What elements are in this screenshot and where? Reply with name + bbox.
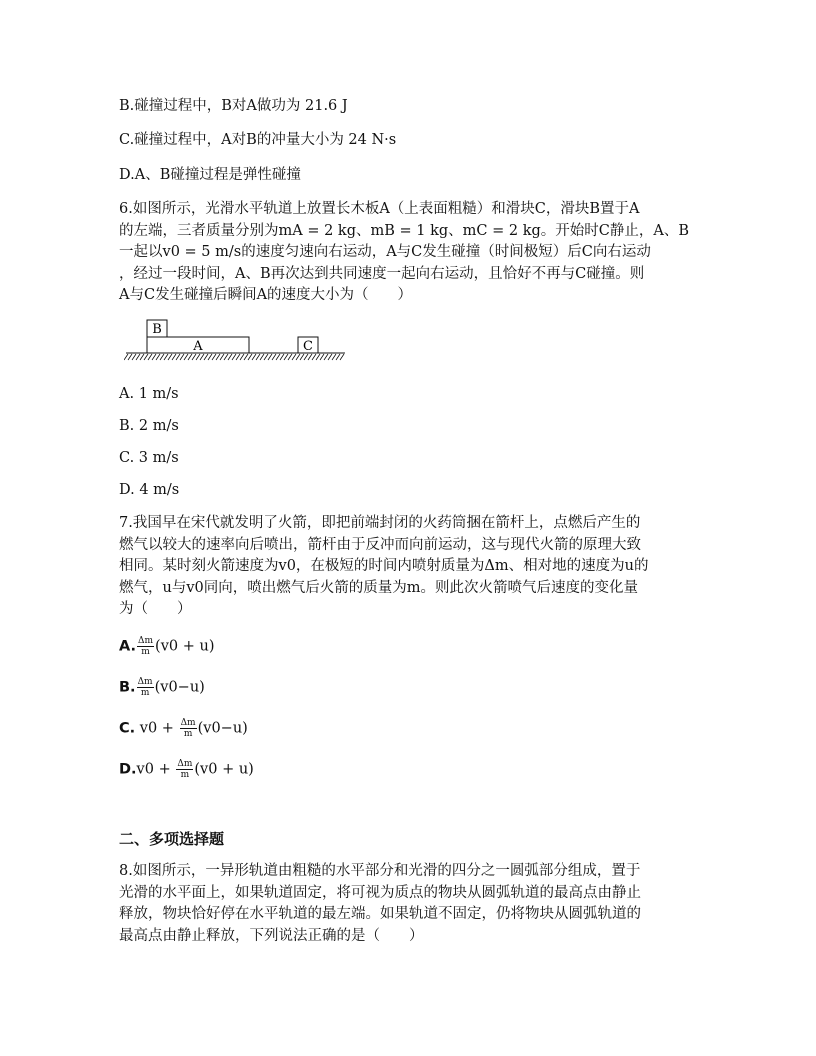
- q7-option-c-prefix: v0 +: [139, 720, 179, 737]
- hatch-mark: [248, 354, 252, 360]
- hatch-mark: [220, 354, 224, 360]
- q7-line-4: 燃气，u与v0同向，喷出燃气后火箭的质量为m。则此次火箭喷气后速度的变化量: [119, 579, 639, 596]
- q7-option-d-prefix: v0 +: [136, 761, 176, 778]
- board-a-label: A: [193, 339, 203, 354]
- hatch-mark: [308, 354, 312, 360]
- q7-line-2: 燃气以较大的速率向后喷出，箭杆由于反冲而向前运动，这与现代火箭的原理大致: [119, 536, 641, 553]
- hatch-mark: [268, 354, 272, 360]
- fraction-numerator: Δm: [177, 759, 193, 769]
- hatch-mark: [200, 354, 204, 360]
- fraction-numerator: Δm: [180, 718, 196, 728]
- q7-option-b-label: B.: [119, 679, 136, 696]
- hatch-mark: [204, 354, 208, 360]
- fraction: [180, 718, 197, 739]
- hatch-mark: [324, 354, 328, 360]
- q6-option-b: B. 2 m/s: [119, 418, 179, 434]
- q6-stem: [119, 199, 699, 307]
- block-c-label: C: [303, 339, 313, 354]
- hatch-mark: [312, 354, 316, 360]
- hatch-mark: [216, 354, 220, 360]
- q7-option-d-label: D.: [119, 761, 137, 778]
- fraction-numerator: Δm: [138, 636, 154, 646]
- hatch-mark: [332, 354, 336, 360]
- q7-line-5: 为（ ）: [119, 601, 192, 617]
- track-hatching: [124, 354, 344, 360]
- q6-option-d: D. 4 m/s: [119, 482, 180, 498]
- q6-figure: [124, 318, 356, 370]
- q7-stem: [119, 513, 699, 621]
- fraction-denominator: m: [141, 647, 150, 657]
- hatch-mark: [176, 354, 180, 360]
- hatch-mark: [140, 354, 144, 360]
- hatch-mark: [284, 354, 288, 360]
- q6-line-3: 一起以v0 = 5 m/s的速度匀速向右运动，A与C发生碰撞（时间极短）后C向右运动: [119, 244, 651, 260]
- q7-option-d-expr: (v0 + u): [194, 761, 254, 778]
- hatch-mark: [128, 354, 132, 360]
- q7-option-d: [119, 759, 254, 780]
- hatch-mark: [304, 354, 308, 360]
- q6-line-5: A与C发生碰撞后瞬间A的速度大小为（ ）: [119, 287, 413, 303]
- hatch-mark: [244, 354, 248, 360]
- fraction-numerator: Δm: [137, 677, 153, 687]
- hatch-mark: [192, 354, 196, 360]
- block-b-label: B: [152, 322, 162, 337]
- q7-line-1: 7.我国早在宋代就发明了火箭，即把前端封闭的火药筒捆在箭杆上，点燃后产生的: [119, 515, 641, 531]
- q7-option-b-expr: (v0−u): [154, 679, 205, 696]
- hatch-mark: [224, 354, 228, 360]
- hatch-mark: [300, 354, 304, 360]
- q5-option-d: D.A、B碰撞过程是弹性碰撞: [119, 167, 301, 183]
- q8-line-1: 8.如图所示，一异形轨道由粗糙的水平部分和光滑的四分之一圆弧部分组成，置于: [119, 863, 641, 879]
- hatch-mark: [180, 354, 184, 360]
- hatch-mark: [336, 354, 340, 360]
- q7-option-c-label: C.: [119, 720, 136, 737]
- hatch-mark: [124, 354, 128, 360]
- fraction-denominator: m: [183, 729, 193, 739]
- q6-option-a: A. 1 m/s: [119, 386, 179, 402]
- q7-option-a-label: A.: [119, 638, 136, 655]
- q8-line-2: 光滑的水平面上，如果轨道固定，将可视为质点的物块从圆弧轨道的最高点由静止: [119, 884, 641, 901]
- hatch-mark: [328, 354, 332, 360]
- hatch-mark: [276, 354, 280, 360]
- q6-line-4: ，经过一段时间，A、B再次达到共同速度一起向右运动，且恰好不再与C碰撞。则: [119, 265, 645, 282]
- hatch-mark: [184, 354, 188, 360]
- hatch-mark: [236, 354, 240, 360]
- q8-stem: [119, 861, 699, 947]
- hatch-mark: [136, 354, 140, 360]
- hatch-mark: [280, 354, 284, 360]
- hatch-mark: [256, 354, 260, 360]
- q8-line-4: 最高点由静止释放，下列说法正确的是（ ）: [119, 927, 424, 944]
- q7-option-b: [119, 677, 205, 698]
- hatch-mark: [212, 354, 216, 360]
- q7-option-a-expr: (v0 + u): [155, 638, 215, 655]
- q7-option-c-expr: (v0−u): [197, 720, 248, 737]
- hatch-mark: [260, 354, 264, 360]
- hatch-mark: [316, 354, 320, 360]
- q5-option-b: B.碰撞过程中，B对A做功为 21.6 J: [119, 98, 348, 114]
- hatch-mark: [288, 354, 292, 360]
- section-heading: 二、多项选择题: [119, 830, 225, 848]
- hatch-mark: [252, 354, 256, 360]
- hatch-mark: [172, 354, 176, 360]
- hatch-mark: [156, 354, 160, 360]
- hatch-mark: [196, 354, 200, 360]
- q7-line-3: 相同。某时刻火箭速度为v0，在极短的时间内喷射质量为Δm、相对地的速度为u的: [119, 558, 649, 574]
- q8-line-3: 释放，物块恰好停在水平轨道的最左端。如果轨道不固定，仍将物块从圆弧轨道的: [119, 906, 641, 922]
- q7-option-c: [119, 718, 248, 739]
- hatch-mark: [168, 354, 172, 360]
- hatch-mark: [160, 354, 164, 360]
- hatch-mark: [264, 354, 268, 360]
- q6-line-1: 6.如图所示，光滑水平轨道上放置长木板A（上表面粗糙）和滑块C，滑块B置于A: [119, 201, 640, 217]
- hatch-mark: [152, 354, 156, 360]
- hatch-mark: [320, 354, 324, 360]
- hatch-mark: [228, 354, 232, 360]
- hatch-mark: [208, 354, 212, 360]
- hatch-mark: [164, 354, 168, 360]
- fraction-denominator: m: [180, 770, 190, 780]
- fraction: [137, 636, 154, 657]
- fraction: [176, 759, 193, 780]
- fraction-denominator: m: [140, 688, 150, 698]
- q7-option-a: [119, 636, 214, 657]
- hatch-mark: [132, 354, 136, 360]
- q6-option-c: C. 3 m/s: [119, 450, 179, 466]
- hatch-mark: [148, 354, 152, 360]
- hatch-mark: [340, 354, 344, 360]
- hatch-mark: [272, 354, 276, 360]
- q6-line-2: 的左端，三者质量分别为mA = 2 kg、mB = 1 kg、mC = 2 kg。开始时C静止，A、B: [119, 222, 690, 239]
- hatch-mark: [232, 354, 236, 360]
- hatch-mark: [144, 354, 148, 360]
- hatch-mark: [188, 354, 192, 360]
- q5-option-c: C.碰撞过程中，A对B的冲量大小为 24 N·s: [119, 132, 397, 148]
- fraction: [137, 677, 154, 698]
- hatch-mark: [296, 354, 300, 360]
- hatch-mark: [292, 354, 296, 360]
- hatch-mark: [240, 354, 244, 360]
